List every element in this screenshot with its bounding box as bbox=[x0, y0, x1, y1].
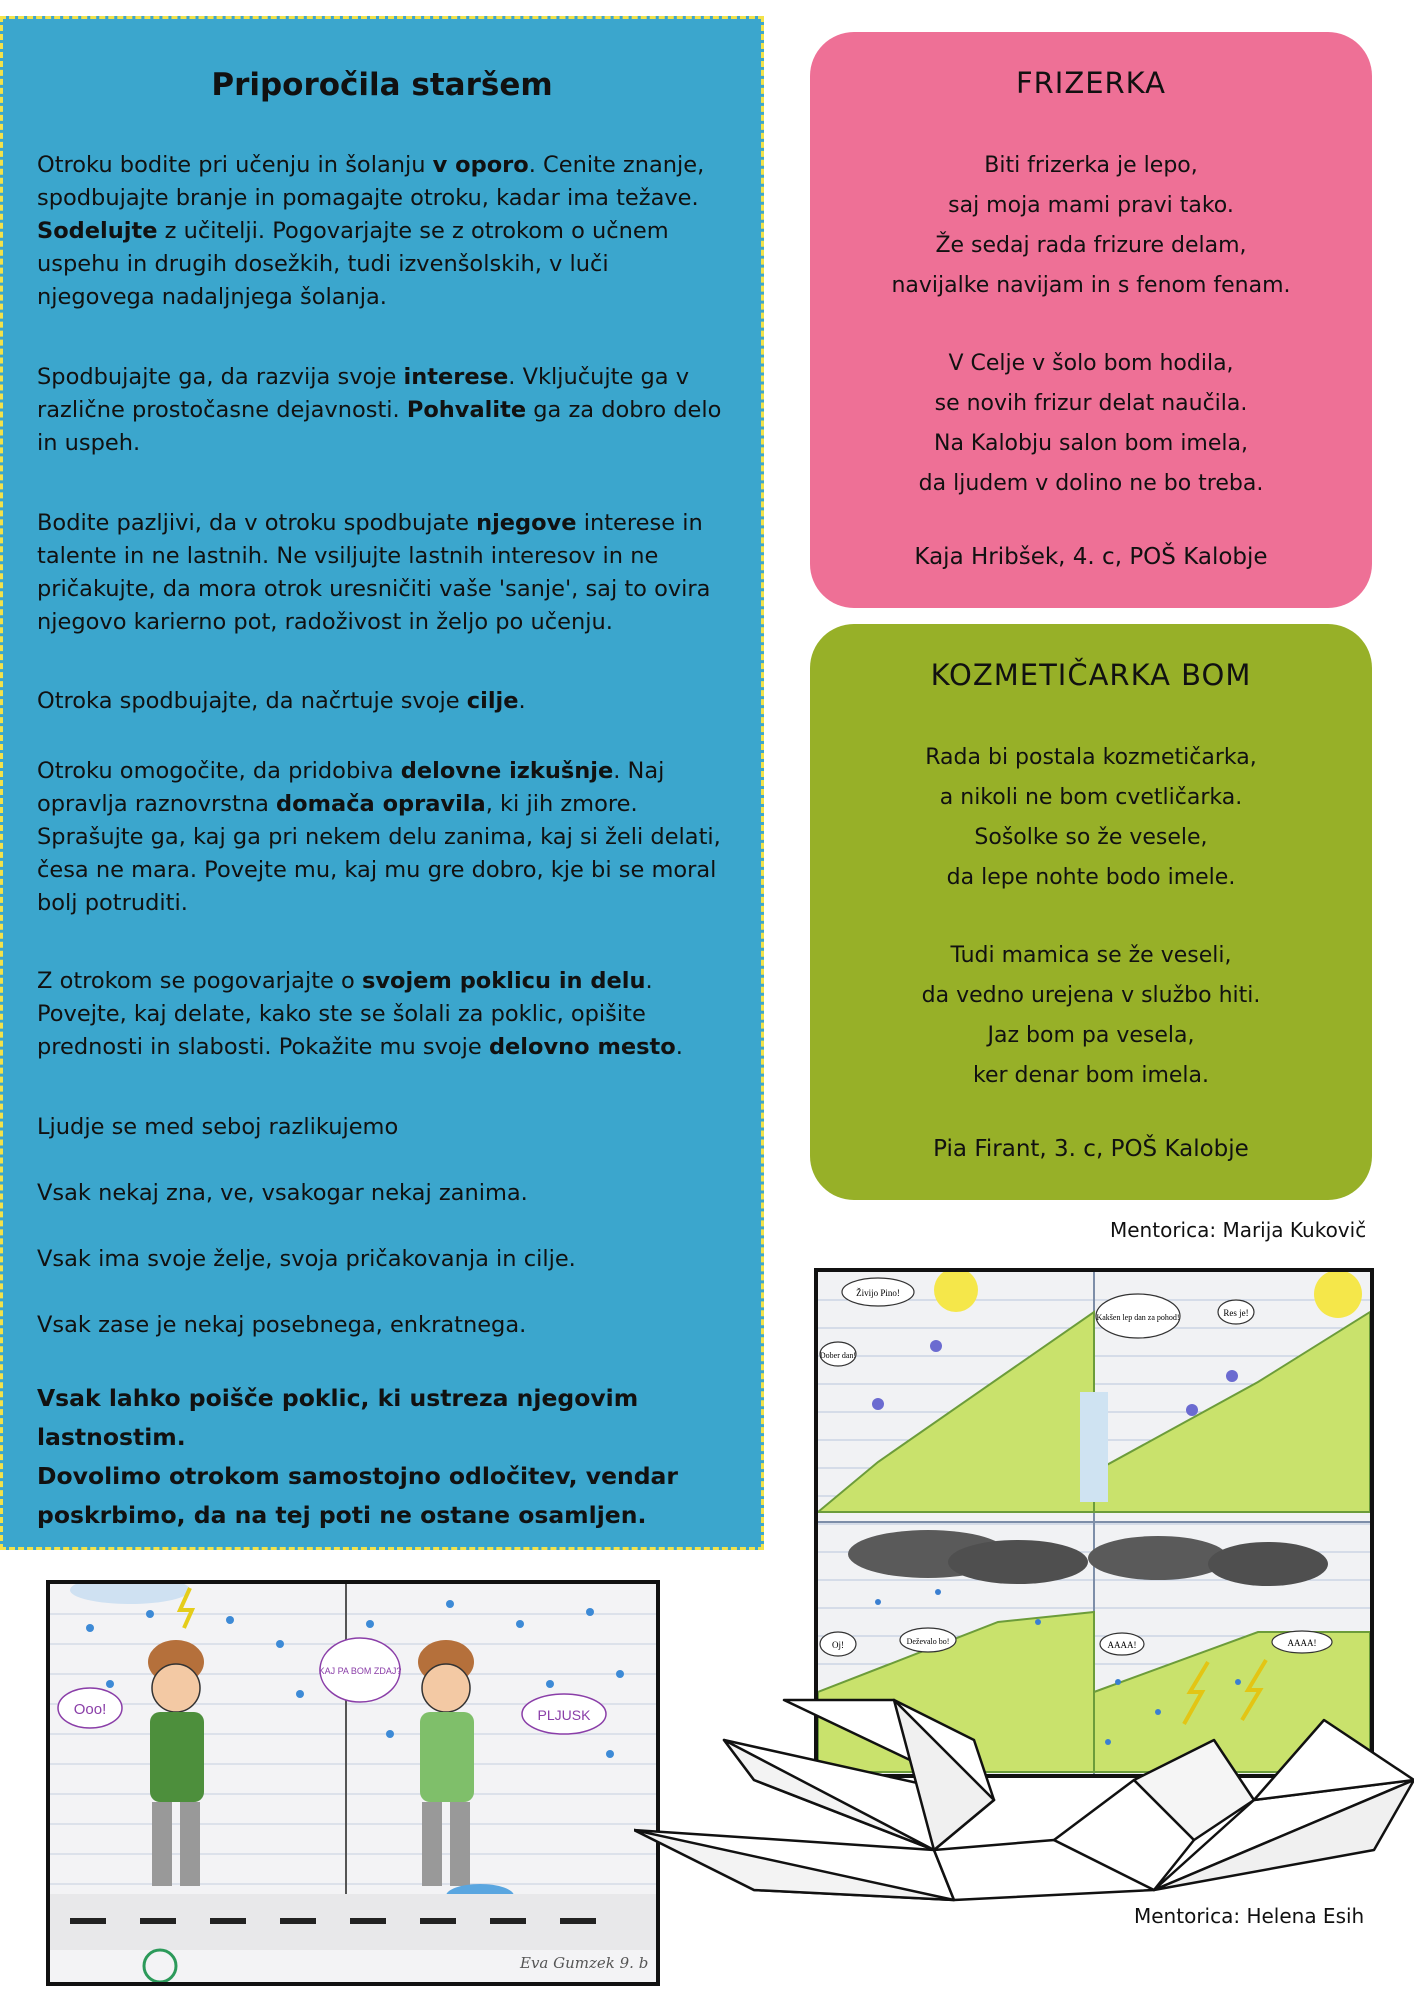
text-run: . Cenite znanje, spodbujajte branje in pomagajte otroku, kadar ima težave. bbox=[37, 152, 705, 211]
emphasis-text: v oporo bbox=[432, 152, 529, 178]
text-run: , ki jih zmore. Sprašujte ga, kaj ga pri nekem delu zanima, kaj si želi delati, česa ne mara. Povejte mu, kaj mu gre dobro, kje bi se moral bolj potruditi. bbox=[37, 791, 721, 916]
poem-line: Rada bi postala kozmetičarka, bbox=[925, 745, 1257, 770]
emphasis-text: domača opravila bbox=[276, 791, 486, 817]
emphasis-text: svojem poklicu in delu bbox=[361, 968, 646, 994]
bubble-text: Res je! bbox=[1223, 1308, 1249, 1318]
poem-line: Tudi mamica se že veseli, bbox=[950, 943, 1232, 968]
text-run: Bodite pazljivi, da v otroku spodbujate bbox=[37, 510, 477, 536]
poem-line: V Celje v šolo bom hodila, bbox=[948, 351, 1234, 376]
text-run: interese in talente in ne lastnih. Ne vsiljujte lastnih interesov in ne pričakujte, da mora otrok uresničiti vaše 'sanje', saj to ovira njegovo karierno pot, radoživost in željo po učenju. bbox=[37, 510, 711, 635]
emphasis-text: delovne izkušnje bbox=[400, 758, 614, 784]
advice-panel bbox=[0, 16, 764, 1550]
text-run: z učitelji. Pogovarjajte se z otrokom o učnem uspehu in drugih dosežkih, tudi izvenšolskih, v luči njegovega nadaljnjega šolanja. bbox=[37, 218, 669, 310]
bubble-text: Kakšen lep dan za pohod! bbox=[1096, 1313, 1180, 1322]
advice-paragraph bbox=[37, 507, 727, 639]
poem-line: se novih frizur delat naučila. bbox=[934, 391, 1248, 416]
poem-line: da vedno urejena v službo hiti. bbox=[921, 983, 1261, 1008]
text-run: Otroku omogočite, da pridobiva bbox=[37, 758, 401, 784]
advice-paragraph: Vsak zase je nekaj posebnega, enkratnega. bbox=[37, 1312, 527, 1338]
text-run: . Vključujte ga v različne prostočasne dejavnosti. bbox=[37, 364, 690, 423]
poem-line: Na Kalobju salon bom imela, bbox=[933, 431, 1248, 456]
poem-title: FRIZERKA bbox=[1015, 66, 1167, 100]
bubble-text: Deževalo bo! bbox=[906, 1637, 950, 1646]
text-run: ga za dobro delo in uspeh. bbox=[37, 397, 722, 456]
emphasis-text: njegove bbox=[476, 510, 577, 536]
mentor-credit: Mentorica: Marija Kukovič bbox=[1110, 1218, 1367, 1242]
bubble-text: AAAA! bbox=[1107, 1640, 1137, 1650]
text-run: Otroku bodite pri učenju in šolanju bbox=[37, 152, 433, 178]
paper-planes-decoration bbox=[634, 1680, 1414, 1980]
text-run: Z otrokom se pogovarjajte o bbox=[37, 968, 362, 994]
advice-paragraph bbox=[37, 965, 727, 1064]
bubble-text: PLJUSK bbox=[537, 1707, 591, 1723]
signature: Eva Gumzek 9. b bbox=[520, 1954, 649, 1972]
text-run: Otroka spodbujajte, da načrtuje svoje bbox=[37, 688, 467, 714]
poem-title: KOZMETIČARKA BOM bbox=[930, 658, 1252, 692]
poem-line: da lepe nohte bodo imele. bbox=[946, 865, 1236, 890]
bubble-text: AAAA! bbox=[1287, 1638, 1317, 1648]
text-run: . bbox=[518, 688, 526, 714]
advice-paragraph bbox=[37, 149, 727, 314]
text-run: . Naj opravlja raznovrstna bbox=[37, 758, 665, 817]
emphasis-text: Pohvalite bbox=[406, 397, 527, 423]
advice-closing: Dovolimo otrokom samostojno odločitev, vendar poskrbimo, da na tej poti ne ostane osamljen. bbox=[37, 1462, 679, 1529]
comic-rain-svg bbox=[50, 1584, 656, 1982]
emphasis-text: Sodelujte bbox=[37, 218, 158, 244]
bubble-text: Dober dan! bbox=[819, 1351, 857, 1360]
emphasis-text: cilje bbox=[466, 688, 519, 714]
advice-paragraph: Vsak ima svoje želje, svoja pričakovanja in cilje. bbox=[37, 1246, 576, 1272]
poem-line: navijalke navijam in s fenom fenam. bbox=[891, 273, 1291, 298]
text-run: . bbox=[675, 1034, 683, 1060]
advice-closing: Vsak lahko poišče poklic, ki ustreza njegovim lastnostim. bbox=[37, 1384, 639, 1451]
poem-author: Kaja Hribšek, 4. c, POŠ Kalobje bbox=[914, 544, 1268, 570]
advice-paragraph bbox=[37, 361, 727, 460]
emphasis-text: interese bbox=[403, 364, 509, 390]
advice-title: Priporočila staršem bbox=[211, 67, 553, 103]
poem-line: saj moja mami pravi tako. bbox=[948, 193, 1234, 218]
poem-kozmeticarka bbox=[810, 624, 1372, 1200]
bubble-text: KAJ PA BOM ZDAJ? bbox=[318, 1666, 402, 1676]
poem-frizerka bbox=[810, 32, 1372, 608]
poem-author: Pia Firant, 3. c, POŠ Kalobje bbox=[933, 1136, 1249, 1162]
advice-paragraph bbox=[37, 755, 727, 920]
text-run: . Povejte, kaj delate, kako ste se šolali za poklic, opišite prednosti in slabosti. Pokažite mu svoje bbox=[37, 968, 653, 1060]
poem-line: Biti frizerka je lepo, bbox=[984, 153, 1198, 178]
bubble-text: Oj! bbox=[832, 1640, 844, 1650]
poem-line: Sošolke so že vesele, bbox=[974, 825, 1208, 850]
poem-line: ker denar bom imela. bbox=[972, 1063, 1209, 1088]
advice-paragraph bbox=[37, 685, 727, 718]
emphasis-text: delovno mesto bbox=[488, 1034, 676, 1060]
comic-drawing-rain bbox=[46, 1580, 660, 1986]
mentor-credit: Mentorica: Helena Esih bbox=[1134, 1904, 1365, 1928]
text-run: Spodbujajte ga, da razvija svoje bbox=[37, 364, 404, 390]
advice-paragraph: Vsak nekaj zna, ve, vsakogar nekaj zanima. bbox=[37, 1180, 528, 1206]
poem-line: Že sedaj rada frizure delam, bbox=[935, 233, 1247, 258]
bubble-text: Ooo! bbox=[73, 1701, 107, 1718]
poem-line: Jaz bom pa vesela, bbox=[987, 1023, 1195, 1048]
poem-line: a nikoli ne bom cvetličarka. bbox=[939, 785, 1243, 810]
poem-line: da ljudem v dolino ne bo treba. bbox=[918, 471, 1264, 496]
advice-paragraph: Ljudje se med seboj razlikujemo bbox=[37, 1114, 399, 1140]
bubble-text: Živijo Pino! bbox=[856, 1288, 900, 1298]
